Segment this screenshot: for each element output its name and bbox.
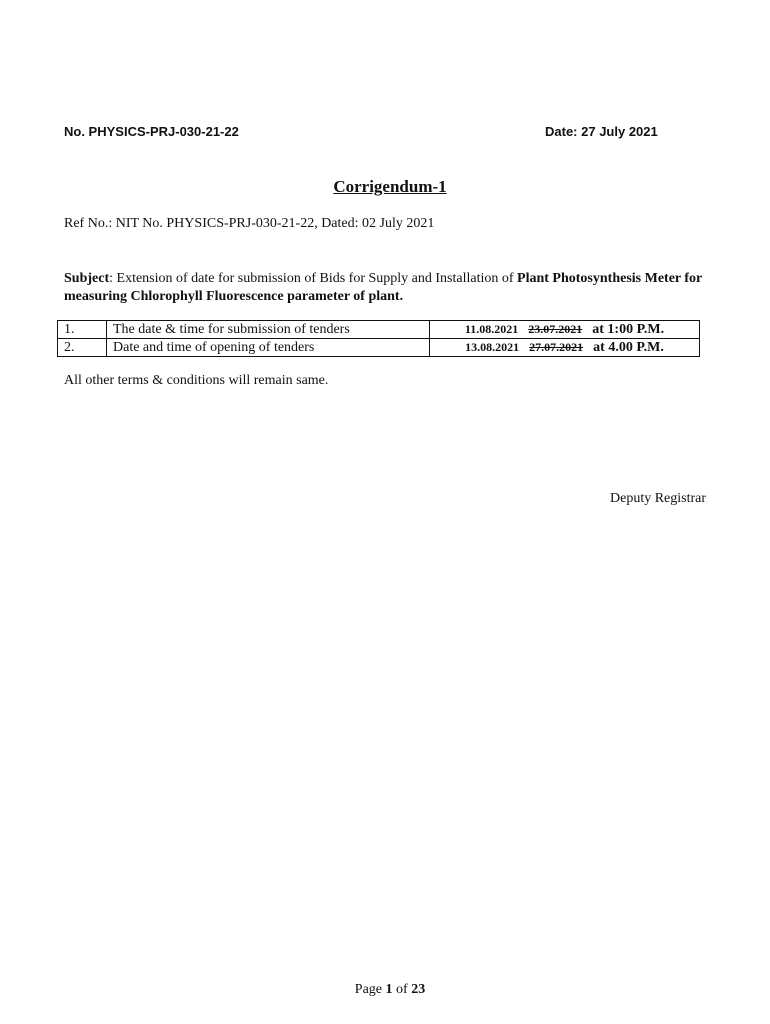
page-footer — [0, 982, 770, 998]
revised-date: 11.08.2021 — [464, 322, 519, 336]
document-number: No. PHYSICS-PRJ-030-21-22 — [64, 124, 239, 139]
reference-line: Ref No.: NIT No. PHYSICS-PRJ-030-21-22, Dated: 02 July 2021 — [64, 216, 435, 231]
document-date: Date: 27 July 2021 — [545, 124, 658, 139]
row-serial: 1. — [58, 321, 107, 339]
signatory: Deputy Registrar — [610, 491, 707, 506]
revised-date: 13.08.2021 — [465, 340, 520, 354]
schedule-time: at 1:00 P.M. — [592, 322, 665, 337]
subject-text: : Extension of date for submission of Bids for Supply and Installation of — [109, 271, 518, 286]
schedule-time: at 4.00 P.M. — [593, 340, 664, 355]
total-pages: 23 — [411, 982, 426, 997]
closing-statement: All other terms & conditions will remain same. — [64, 373, 329, 388]
struck-original-date: 27.07.2021 — [529, 340, 584, 354]
subject-item: Plant Photosynthesis Meter for measuring Chlorophyll Fluorescence parameter of plant. — [64, 271, 702, 304]
struck-original-date: 23.07.2021 — [528, 322, 583, 336]
table-row — [58, 321, 700, 339]
page-title: Corrigendum-1 — [333, 177, 447, 196]
row-schedule-value — [430, 321, 700, 339]
schedule-table — [57, 320, 700, 357]
current-page: 1 — [385, 982, 393, 997]
row-serial: 2. — [58, 339, 107, 357]
subject-label: Subject — [64, 271, 110, 286]
row-description: Date and time of opening of tenders — [107, 339, 430, 357]
page-word: Page — [354, 982, 383, 997]
row-schedule-value — [430, 339, 700, 357]
subject-paragraph — [64, 270, 719, 305]
table-row — [58, 339, 700, 357]
of-word: of — [396, 982, 408, 997]
row-description: The date & time for submission of tenders — [107, 321, 430, 339]
